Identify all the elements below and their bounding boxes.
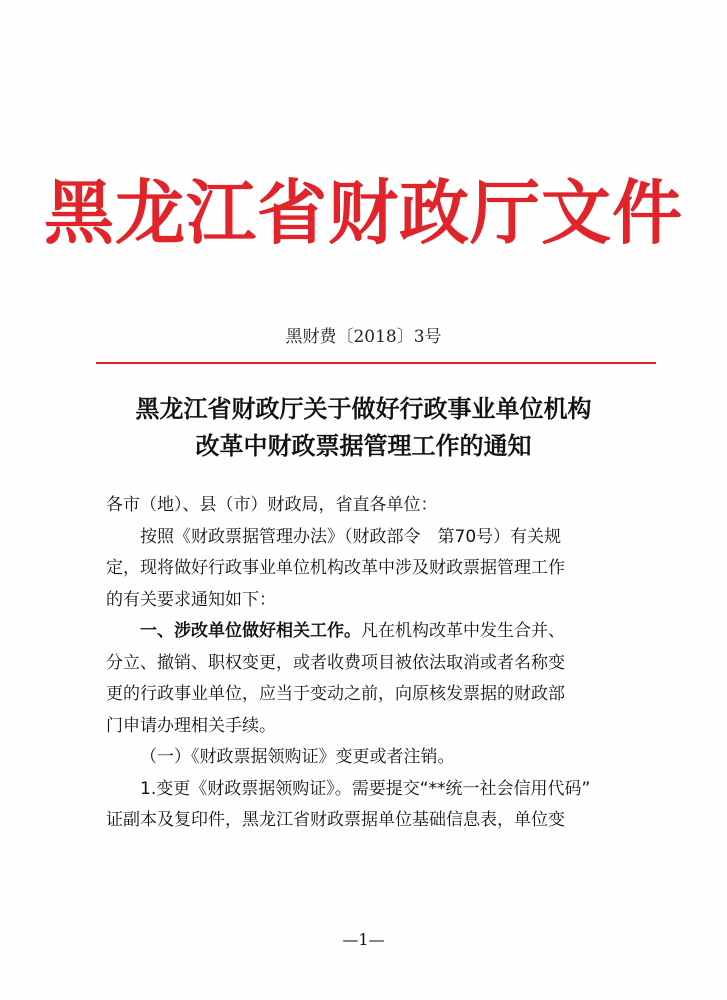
paragraph-line: 的有关要求通知如下： xyxy=(106,589,276,610)
paragraph-line: 按照《财政票据管理办法》（财政部令 第70号）有关规 xyxy=(140,526,562,547)
item-1-line: 1.变更《财政票据领购证》。需要提交“**统一社会信用代码” xyxy=(140,778,591,799)
document-body xyxy=(106,490,626,837)
paragraph-line: 分立、撤销、职权变更，或者收费项目被依法取消或者名称变 xyxy=(106,652,565,673)
addressee-line: 各市（地）、县（市）财政局，省直各单位： xyxy=(106,495,438,515)
document-header-title: 黑龙江省财政厅文件 xyxy=(44,171,683,254)
notice-title-line-2: 改革中财政票据管理工作的通知 xyxy=(195,431,532,460)
section-1-line xyxy=(106,616,626,648)
section-1-heading: 一、涉改单位做好相关工作。 xyxy=(140,621,361,641)
paragraph-line: 门申请办理相关手续。 xyxy=(106,715,276,736)
paragraph-line: 更的行政事业单位，应当于变动之前，向原核发票据的财政部 xyxy=(106,684,565,704)
document-number: 黑财费〔2018〕3号 xyxy=(285,327,442,347)
paragraph-line: 证副本及复印件，黑龙江省财政票据单位基础信息表，单位变 xyxy=(106,810,565,830)
red-divider-line xyxy=(96,362,656,364)
paragraph-line: 定，现将做好行政事业单位机构改革中涉及财政票据管理工作 xyxy=(106,558,565,578)
page-number: —1— xyxy=(342,930,385,949)
section-1-text: 凡在机构改革中发生合并、 xyxy=(361,621,565,641)
subsection-heading: （一）《财政票据领购证》变更或者注销。 xyxy=(140,747,455,767)
notice-title-line-1: 黑龙江省财政厅关于做好行政事业单位机构 xyxy=(135,394,592,423)
